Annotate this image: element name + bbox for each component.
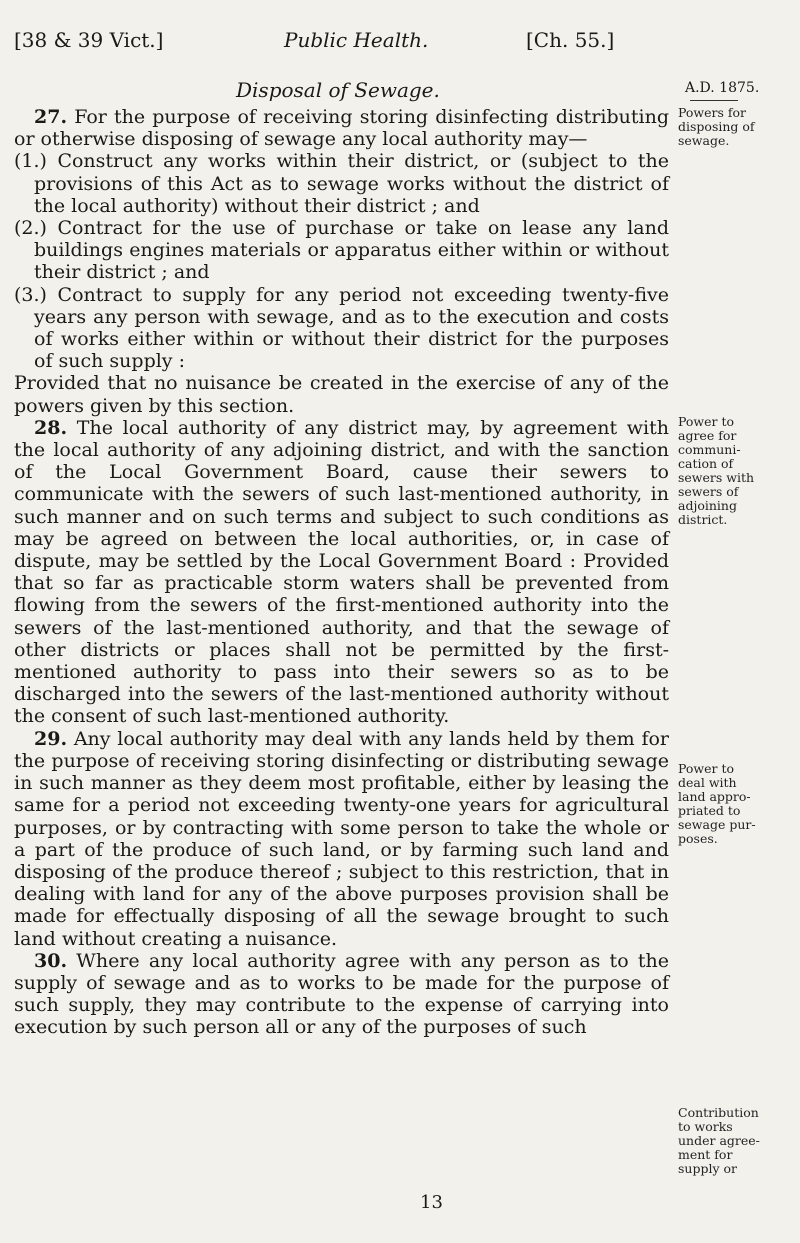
margin-note-line: Powers for (678, 105, 747, 120)
header-act-title: Public Health. (284, 28, 429, 52)
margin-note-line: land appro- (678, 789, 751, 804)
section-number: 29. (34, 727, 68, 750)
section-number: 28. (34, 416, 68, 439)
body-text (14, 106, 669, 1039)
margin-note-line: under agree- (678, 1133, 760, 1148)
section-number: 27. (34, 106, 68, 128)
margin-note-line: Power to (678, 414, 735, 429)
section-text: Where any local authority agree with any person as to the supply of sewage and as to works to be made for the purpose of such supply, they may contribute to the expense of carrying into execution by such person all or any of the purposes of such (14, 949, 669, 1039)
margin-note-line: Power to (678, 761, 735, 776)
margin-note-line: communi- (678, 442, 741, 457)
margin-note-line: poses. (678, 831, 718, 846)
margin-note-line: cation of (678, 456, 734, 471)
margin-note-line: agree for (678, 428, 737, 443)
section-number: 30. (34, 949, 68, 972)
section-text: Any local authority may deal with any lands held by them for the purpose of receiving storing disinfecting or distributing sewage in such manner as they deem most profitable, either by leasing the same for a period not exceeding twenty-one years for agricultural purposes, or by contracting with some person to take the whole or a part of the produce of such land, or by farming such land and disposing of the produce thereof ; subject to this restriction, that in dealing with land for any of the above purposes provision shall be made for effectually disposing of all the sewage brought to such land without creating a nuisance. (14, 727, 669, 950)
section-28 (14, 417, 669, 728)
year-rule-divider (690, 100, 738, 101)
year-marginal: A.D. 1875. (685, 80, 760, 96)
margin-note-line: ment for (678, 1147, 733, 1162)
section-heading: Disposal of Sewage. (236, 78, 440, 102)
margin-note-line: supply or (678, 1161, 738, 1176)
section-29 (14, 728, 669, 950)
margin-note-line: sewage pur- (678, 817, 756, 832)
margin-note-line: sewers of (678, 484, 739, 499)
section-27-proviso: Provided that no nuisance be created in the exercise of any of the powers given by this section. (14, 372, 669, 417)
margin-note-line: district. (678, 512, 728, 527)
margin-note-line: Contribution (678, 1105, 759, 1120)
section-27-item-3: (3.) Contract to supply for any period not exceeding twenty-five years any person with sewage, and as to the execution and costs of works either within or without their district for the purposes of such supply : (14, 283, 669, 373)
header-regnal-year: [38 & 39 Vict.] (14, 28, 164, 52)
page-number: 13 (420, 1192, 443, 1213)
margin-note-30 (678, 1106, 798, 1176)
margin-note-line: disposing of (678, 119, 755, 134)
margin-note-28 (678, 415, 798, 527)
section-27-intro (14, 106, 669, 150)
margin-note-29 (678, 762, 798, 846)
margin-note-27 (678, 106, 798, 148)
section-27-item-1: (1.) Construct any works within their district, or (subject to the provisions of this Act as to sewage works without the district of the local authority) without their district ; and (14, 150, 669, 217)
section-text: For the purpose of receiving storing disinfecting distributing or otherwise disposing of sewage any local authority may— (14, 106, 669, 151)
section-27-item-2: (2.) Contract for the use of purchase or take on lease any land buildings engines materials or apparatus either within or without their district ; and (14, 217, 669, 284)
margin-note-line: deal with (678, 775, 737, 790)
margin-note-line: sewage. (678, 133, 730, 148)
margin-note-line: to works (678, 1119, 733, 1134)
header-chapter: [Ch. 55.] (526, 28, 615, 52)
margin-note-line: priated to (678, 803, 741, 818)
section-text: The local authority of any district may, by agreement with the local authority of any adjoining district, and with the sanction of the Local Government Board, cause their sewers to communicate with the sewers of such last-mentioned authority, in such manner and on such terms and subject to such conditions as may be agreed on between the local authorities, or, in case of dispute, may be settled by the Local Government Board : Provided that so far as practicable storm waters shall be prevented from flowing from the sewers of the first-mentioned authority into the sewers of the last-mentioned authority, and that the sewage of other districts or places shall not be permitted by the first-mentioned authority to pass into their sewers so as to be discharged into the sewers of the last-mentioned authority without the consent of such last-mentioned authority. (14, 416, 670, 728)
margin-note-line: adjoining (678, 498, 737, 513)
section-30 (14, 950, 669, 1039)
running-head (14, 28, 654, 68)
margin-note-line: sewers with (678, 470, 755, 485)
